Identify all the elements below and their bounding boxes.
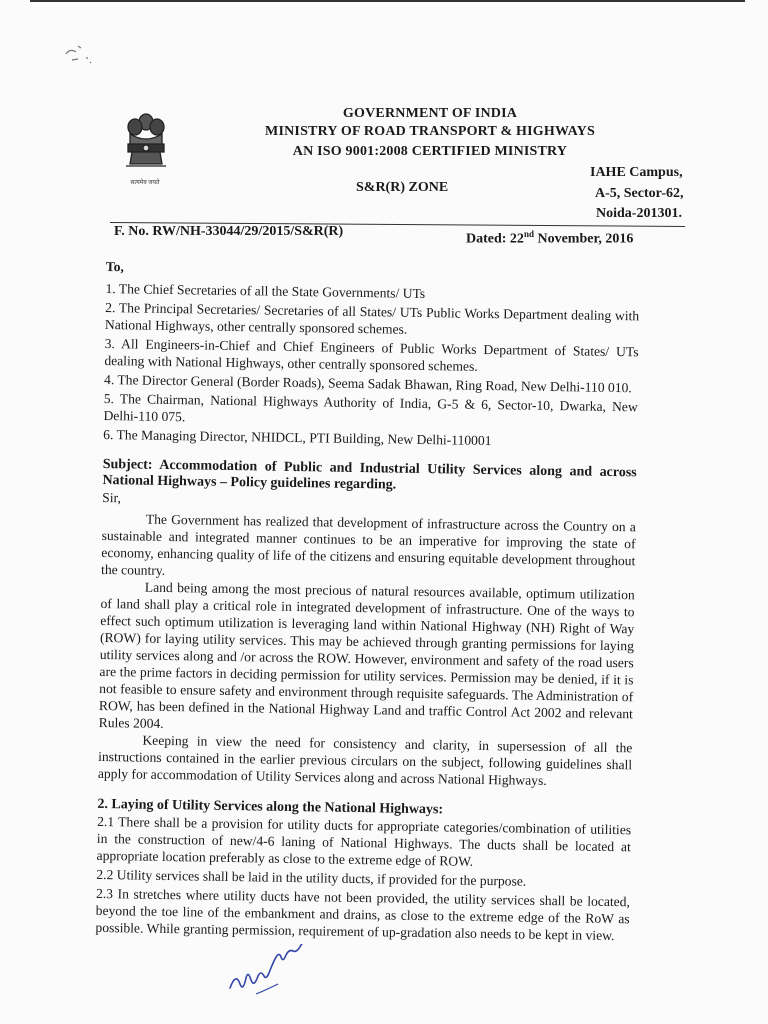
section-2-point: 2.2 Utility services shall be laid in the utility ducts, if provided for the purpose. <box>96 866 527 889</box>
emblem-caption: सत्यमेव जयते <box>130 180 160 186</box>
address-line-1: IAHE Campus, <box>590 165 683 180</box>
to-label: To, <box>105 258 124 275</box>
scan-smudge-mark <box>60 40 100 68</box>
header-iso: AN ISO 9001:2008 CERTIFIED MINISTRY <box>292 144 568 159</box>
recipient-item: 3. All Engineers-in-Chief and Chief Engineers of Public Works Department of States/ UTs dealing with National Highways, other centrally sponsored schemes. <box>104 335 639 374</box>
paragraph: Land being among the most precious of natural resources available, optimum utilization of land shall play a critical role in integrated development of infrastructure. One of the ways to effect such optimum utilization is leveraging land within National Highway (NH) Right of Way (ROW) for laying utility services. This may be achieved through granting permissions for laying utility services along and /or across the ROW. However, environment and safety of the road users are the prime factors in deciding permission for utility services. Permission may be denied, if it is not feasible to ensure safety and environment through requisite safeguards. The Administration of ROW, has been defined in the National Highway Land and traffic Control Act 2002 and relevant Rules 2004. <box>98 579 635 731</box>
address-line-2: A-5, Sector-62, <box>595 186 684 201</box>
salutation: Sir, <box>102 489 122 506</box>
paragraph: The Government has realized that development of infrastructure across the Country on a sustainable and integrated manner continues to be an imperative for improving the state of economy, enhancing quality of life of the citizens and ensuring equitable development throughout the country. <box>100 511 636 578</box>
national-emblem-icon <box>118 108 174 180</box>
recipient-item: 6. The Managing Director, NHIDCL, PTI Building, New Delhi-110001 <box>103 426 492 449</box>
section-2-heading: 2. Laying of Utility Services along the National Highways: <box>97 796 444 818</box>
letter-body <box>95 258 640 946</box>
subject-line: Subject: Accommodation of Public and Industrial Utility Services along and across National Highways – Policy guidelines regarding. <box>102 456 637 493</box>
header-government: GOVERNMENT OF INDIA <box>342 106 518 121</box>
date-prefix: Dated: 22 <box>466 231 524 247</box>
recipient-item: 5. The Chairman, National Highways Authority of India, G-5 & 6, Sector-10, Dwarka, New Delhi-110 075. <box>103 390 638 425</box>
paragraph: Keeping in view the need for consistency and clarity, in supersession of all the instructions contained in the earlier previous circulars on the subject, following guidelines shall apply for accommodation of Utility Services along and across National Highways. <box>97 732 633 788</box>
section-2-point: 2.3 In stretches where utility ducts have not been provided, the utility services shall be located, beyond the toe line of the embankment and drains, as close to the extreme edge of the RoW as possible. While granting permission, requirement of up-gradation also needs to be kept in view. <box>95 885 631 944</box>
recipient-item: 1. The Chief Secretaries of all the State Governments/ UTs <box>105 280 426 302</box>
date-line <box>466 229 633 248</box>
address-line-3: Noida-201301. <box>596 206 682 221</box>
recipient-item: 2. The Principal Secretaries/ Secretaries of all States/ UTs Public Works Department dealing with National Highways, other centrally sponsored schemes. <box>104 299 640 337</box>
zone-label: S&R(R) ZONE <box>356 180 449 195</box>
section-2-point: 2.1 There shall be a provision for utility ducts for appropriate categories/combination of utilities in the construction of new/4-6 laning of National Highways. The ducts shall be located at appropriate location preferably as close to the extreme edge of ROW. <box>96 813 632 869</box>
date-suffix-sup: nd <box>523 229 534 239</box>
top-border-line <box>30 0 745 2</box>
header-ministry: MINISTRY OF ROAD TRANSPORT & HIGHWAYS <box>265 124 595 139</box>
file-number: F. No. RW/NH-33044/29/2015/S&R(R) <box>114 224 344 239</box>
handwritten-signature <box>226 944 326 1004</box>
recipient-item: 4. The Director General (Border Roads), Seema Sadak Bhawan, Ring Road, New Delhi-110 010. <box>103 371 632 396</box>
date-month-year: November, 2016 <box>533 231 634 247</box>
